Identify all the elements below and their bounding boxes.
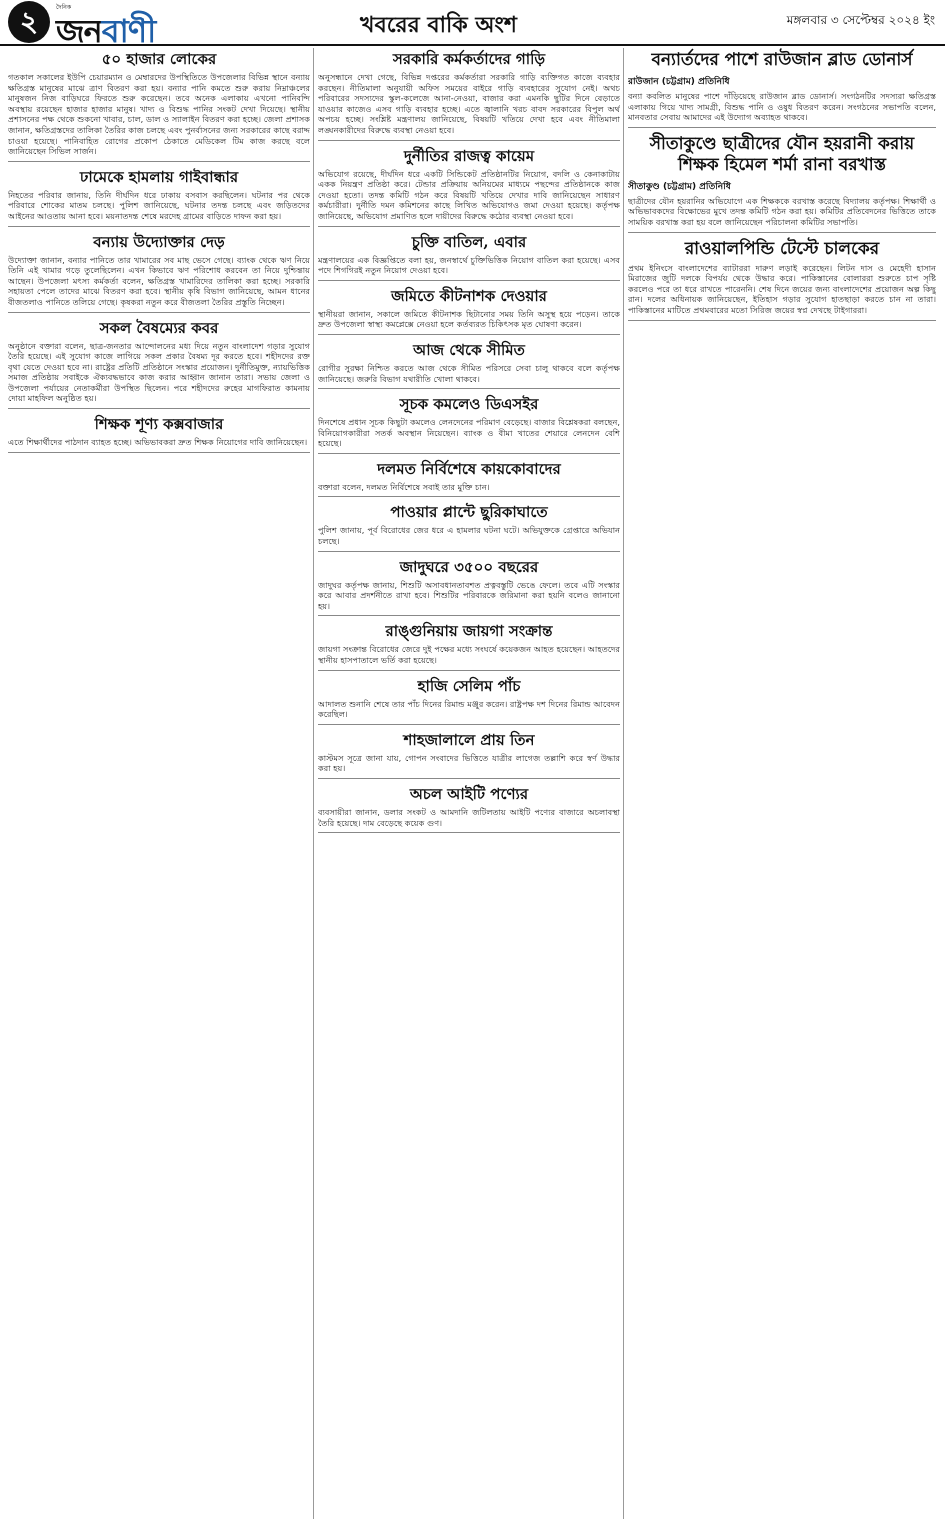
article-headline[interactable]: জমিতে কীটনাশক দেওয়ার [391, 286, 547, 305]
article-divider [318, 140, 620, 141]
article-body: প্রথম ইনিংসে বাংলাদেশের ব্যাটাররা দারুণ লড়াই করেছেন। লিটন দাস ও মেহেদী হাসান মিরাজের জুটি দলকে বিপর্যয় থেকে উদ্ধার করে। পাকিস্তানের বোলাররা শুরুতে চাপ সৃষ্টি করলেও পরে তা ধরে রাখতে পারেননি। শেষ দিনে জয়ের জন্য বাংলাদেশের প্রয়োজন অল্প কিছু রান। দলের অধিনায়ক জানিয়েছেন, ইতিহাস গড়ার সুযোগ হাতছাড়া করতে চান না তারা। পাকিস্তানের মাটিতে প্রথমবারের মতো সিরিজ জয়ের স্বপ্ন দেখছে টাইগাররা। [628, 262, 936, 315]
article [318, 341, 620, 389]
article-body: অনুসন্ধানে দেখা গেছে, বিভিন্ন দপ্তরের কর্মকর্তারা সরকারি গাড়ি ব্যক্তিগত কাজে ব্যবহার করছেন। নীতিমালা অনুযায়ী অফিস সময়ের বাইরে গাড়ি ব্যবহারের সুযোগ নেই। অথচ পরিবারের সদস্যদের স্কুল-কলেজে আনা-নেওয়া, বাজার করা এমনকি ছুটির দিনে বেড়াতে যাওয়ার কাজেও এসব গাড়ি ব্যবহার হচ্ছে। এতে জ্বালানি খরচ বাবদ সরকারের বিপুল অর্থ অপচয় হচ্ছে। সংশ্লিষ্ট মন্ত্রণালয় জানিয়েছে, বিষয়টি খতিয়ে দেখা হবে এবং নীতিমালা লঙ্ঘনকারীদের বিরুদ্ধে ব্যবস্থা নেওয়া হবে। [318, 72, 620, 135]
article-body: এতে শিক্ষার্থীদের পাঠদান ব্যাহত হচ্ছে। অভিভাবকরা দ্রুত শিক্ষক নিয়োগের দাবি জানিয়েছেন। [8, 437, 308, 448]
article-headline[interactable]: সীতাকুণ্ডে ছাত্রীদের যৌন হয়রানী করায় শিক্ষক হিমেল শর্মা রানা বরখাস্ত [649, 133, 915, 175]
article-body: নিহতের পরিবার জানায়, তিনি দীর্ঘদিন ধরে ঢাকায় বসবাস করছিলেন। ঘটনার পর থেকে পরিবারে শোকের মাতম চলছে। পুলিশ জানিয়েছে, ঘটনার তদন্ত চলছে এবং জড়িতদের আইনের আওতায় আনা হবে। ময়নাতদন্ত শেষে মরদেহ গ্রামের বাড়িতে দাফন করা হয়। [8, 189, 310, 221]
article-headline[interactable]: রাঙ্গুনিয়ায় জায়গা সংক্রান্ত [385, 622, 553, 641]
article-byline: সীতাকুণ্ড (চট্টগ্রাম) প্রতিনিধি [628, 181, 731, 192]
article [628, 239, 936, 321]
article-body: অনুষ্ঠানে বক্তারা বলেন, ছাত্র-জনতার আন্দোলনের মধ্য দিয়ে নতুন বাংলাদেশ গড়ার সুযোগ তৈরি হয়েছে। এই সুযোগ কাজে লাগিয়ে সকল প্রকার বৈষম্য দূর করতে হবে। শহীদদের রক্ত বৃথা যেতে দেওয়া হবে না। রাষ্ট্রের প্রতিটি প্রতিষ্ঠানে সংস্কার প্রয়োজন। দুর্নীতিমুক্ত, ন্যায়ভিত্তিক সমাজ প্রতিষ্ঠায় সবাইকে ঐক্যবদ্ধভাবে কাজ করার আহ্বান জানান তারা। সভায় জেলা ও উপজেলা পর্যায়ের নেতাকর্মীরা উপস্থিত ছিলেন। পরে শহীদদের রুহের মাগফিরাত কামনায় দোয়া মাহফিল অনুষ্ঠিত হয়। [8, 340, 310, 404]
article-headline[interactable]: বন্যায় উদ্যোক্তার দেড় [93, 232, 225, 251]
article-divider [8, 312, 310, 313]
article-body: ব্যবসায়ীরা জানান, ডলার সংকট ও আমদানি জটিলতায় আইটি পণ্যের বাজারে অচলাবস্থা তৈরি হয়েছে। দাম বেড়েছে কয়েক গুণ। [318, 807, 620, 828]
article-headline[interactable]: ৫০ হাজার লোকের [101, 50, 217, 68]
article-divider [8, 226, 310, 227]
article-divider [318, 453, 620, 454]
article-divider [318, 724, 620, 725]
article [318, 558, 620, 617]
article [8, 319, 310, 410]
article [628, 50, 936, 128]
article-divider [318, 334, 620, 335]
article-divider [318, 778, 620, 779]
article-body: আদালত শুনানি শেষে তার পাঁচ দিনের রিমান্ড মঞ্জুর করেন। রাষ্ট্রপক্ষ দশ দিনের রিমান্ড আবেদন করেছিল। [318, 698, 620, 720]
article [318, 287, 620, 335]
article [318, 147, 620, 227]
logo-tagline: দৈনিক [56, 4, 72, 11]
article [8, 50, 310, 162]
article-body: দিনশেষে প্রধান সূচক কিছুটা কমলেও লেনদেনের পরিমাণ বেড়েছে। বাজার বিশ্লেষকরা বলছেন, বিনিয়োগকারীরা সতর্ক অবস্থান নিয়েছেন। ব্যাংক ও বীমা খাতের শেয়ারে লেনদেন বেশি হয়েছে। [318, 417, 620, 449]
article [628, 134, 936, 233]
article [318, 731, 620, 779]
column-2 [318, 48, 620, 1519]
article [318, 622, 620, 670]
article-body: স্থানীয়রা জানান, সকালে জমিতে কীটনাশক ছিটানোর সময় তিনি অসুস্থ হয়ে পড়েন। তাকে দ্রুত উপজেলা স্বাস্থ্য কমপ্লেক্সে নেওয়া হলে কর্তব্যরত চিকিৎসক মৃত ঘোষণা করেন। [318, 308, 620, 330]
article-headline[interactable]: অচল আইটি পণ্যের [409, 785, 529, 803]
article [318, 233, 620, 281]
article-body: বন্যা কবলিত মানুষের পাশে দাঁড়িয়েছে রাউজান ব্লাড ডোনার্স। সংগঠনটির সদস্যরা ক্ষতিগ্রস্ত এলাকায় গিয়ে খাদ্য সামগ্রী, বিশুদ্ধ পানি ও ওষুধ বিতরণ করেন। সংগঠনের সভাপতি বলেন, মানবতার সেবায় আমাদের এই উদ্যোগ অব্যাহত থাকবে। [628, 91, 936, 123]
article [318, 677, 620, 725]
article-body: গতকাল সকালের ইউপি চেয়ারম্যান ও মেম্বারদের উপস্থিতিতে উপজেলার বিভিন্ন স্থানে বন্যায় ক্ষতিগ্রস্ত মানুষের মাঝে ত্রাণ বিতরণ করা হয়। বন্যার পানি কমতে শুরু করায় নিম্নাঞ্চলের মানুষজন নিজ বাড়িঘরে ফিরতে শুরু করেছেন। তবে অনেক এলাকায় এখনো পানিবন্দি অবস্থায় রয়েছেন হাজার হাজার মানুষ। খাদ্য ও বিশুদ্ধ পানির সংকট দেখা দিয়েছে। স্থানীয় প্রশাসনের পক্ষ থেকে শুকনো খাবার, চাল, ডাল ও স্যালাইন বিতরণ করা হচ্ছে। জেলা প্রশাসক জানান, ক্ষতিগ্রস্তদের তালিকা তৈরির কাজ চলছে এবং পুনর্বাসনের জন্য সরকারের কাছে বরাদ্দ চাওয়া হয়েছে। পানিবাহিত রোগের প্রকোপ ঠেকাতে মেডিকেল টিম কাজ করছে বলে জানিয়েছেন সিভিল সার্জন। [8, 72, 310, 157]
column-3 [628, 48, 936, 1519]
section-title: খবরের বাকি অংশ [360, 12, 517, 38]
article-divider [318, 388, 620, 389]
article [8, 233, 310, 313]
article [318, 503, 620, 551]
article-headline[interactable]: রাওয়ালপিন্ডি টেস্টে চালকের [684, 238, 880, 259]
article-divider [8, 408, 310, 409]
article-headline[interactable]: ঢামেকে হামলায় গাইবান্ধার [79, 167, 239, 186]
article-headline[interactable]: বন্যার্তদের পাশে রাউজান ব্লাড ডোনার্স [651, 50, 913, 70]
article [318, 395, 620, 454]
article-headline[interactable]: হাজি সেলিম পাঁচ [417, 676, 521, 695]
article-body: জাদুঘর কর্তৃপক্ষ জানায়, শিশুটি অসাবধানতাবশত প্রত্নবস্তুটি ভেঙে ফেলে। তবে এটি সংস্কার করে আবার প্রদর্শনীতে রাখা হবে। শিশুটির পরিবারকে জরিমানা করা হয়নি বলেও জানানো হয়। [318, 579, 620, 611]
article [8, 168, 310, 227]
article-body: পুলিশ জানায়, পূর্ব বিরোধের জের ধরে এ হামলার ঘটনা ঘটে। অভিযুক্তকে গ্রেপ্তারে অভিযান চলছে। [318, 525, 620, 547]
masthead [0, 0, 945, 50]
article-body: ছাত্রীদের যৌন হয়রানির অভিযোগে এক শিক্ষককে বরখাস্ত করেছে বিদ্যালয় কর্তৃপক্ষ। শিক্ষার্থী ও অভিভাবকদের বিক্ষোভের মুখে তদন্ত কমিটি গঠন করা হয়। কমিটির প্রতিবেদনের ভিত্তিতে তাকে সাময়িক বরখাস্ত করা হয় বলে জানিয়েছেন পরিচালনা কমিটির সভাপতি। [628, 195, 936, 227]
article-headline[interactable]: দলমত নির্বিশেষে কায়কোবাদের [377, 459, 561, 478]
article-body: জায়গা সংক্রান্ত বিরোধের জেরে দুই পক্ষের মধ্যে সংঘর্ষে কয়েকজন আহত হয়েছেন। আহতদের স্থানীয় হাসপাতালে ভর্তি করা হয়েছে। [318, 644, 620, 666]
article-byline: রাউজান (চট্টগ্রাম) প্রতিনিধি [628, 77, 730, 87]
article-body: রোগীর সুরক্ষা নিশ্চিত করতে আজ থেকে সীমিত পরিসরে সেবা চালু থাকবে বলে কর্তৃপক্ষ জানিয়েছে। জরুরি বিভাগ যথারীতি খোলা থাকবে। [318, 362, 620, 384]
article-headline[interactable]: চুক্তি বাতিল, এবার [411, 232, 527, 251]
logo-part-1: জন [56, 12, 102, 50]
article-body: অভিযোগ রয়েছে, দীর্ঘদিন ধরে একটি সিন্ডিকেট প্রতিষ্ঠানটির নিয়োগ, বদলি ও কেনাকাটায় একক নিয়ন্ত্রণ প্রতিষ্ঠা করে। টেন্ডার প্রক্রিয়ায় অনিয়মের মাধ্যমে পছন্দের প্রতিষ্ঠানকে কাজ দেওয়া হতো। তদন্ত কমিটি গঠন করে বিষয়টি খতিয়ে দেখার দাবি জানিয়েছেন সাধারণ কর্মচারীরা। দুর্নীতি দমন কমিশনের কাছে লিখিত অভিযোগও জমা দেওয়া হয়েছে। কর্তৃপক্ষ জানিয়েছে, অভিযোগ প্রমাণিত হলে দায়ীদের বিরুদ্ধে কঠোর ব্যবস্থা নেওয়া হবে। [318, 168, 620, 221]
logo-part-2: বাণী [101, 12, 156, 50]
article-headline[interactable]: সকল বৈষম্যের কবর [99, 318, 219, 337]
article-divider [8, 161, 310, 162]
article-divider [318, 496, 620, 497]
column-divider [313, 48, 314, 1519]
article [318, 50, 620, 141]
article-body: কাস্টমস সূত্রে জানা যায়, গোপন সংবাদের ভিত্তিতে যাত্রীর লাগেজ তল্লাশি করে স্বর্ণ উদ্ধার করা হয়। [318, 752, 620, 774]
article [318, 460, 620, 498]
article-divider [318, 280, 620, 281]
article-divider [628, 127, 936, 128]
article-headline[interactable]: সূচক কমলেও ডিএসইর [399, 395, 539, 414]
article-divider [318, 551, 620, 552]
article-headline[interactable]: পাওয়ার প্লান্টে ছুরিকাঘাতে [390, 503, 548, 522]
article-body: মন্ত্রণালয়ের এক বিজ্ঞপ্তিতে বলা হয়, জনস্বার্থে চুক্তিভিত্তিক নিয়োগ বাতিল করা হয়েছে। এসব পদে শিগগিরই নতুন নিয়োগ দেওয়া হবে। [318, 254, 620, 276]
article-divider [628, 320, 936, 321]
article [8, 415, 310, 453]
article-divider [318, 615, 620, 616]
article-divider [318, 832, 620, 833]
article [318, 785, 620, 833]
article-headline[interactable]: শিক্ষক শূণ্য কক্সবাজার [94, 415, 224, 434]
article-headline[interactable]: সরকারি কর্মকর্তাদের গাড়ি [392, 50, 546, 68]
article-headline[interactable]: আজ থেকে সীমিত [413, 340, 525, 359]
article-divider [628, 232, 936, 233]
dateline: মঙ্গলবার ৩ সেপ্টেম্বর ২০২৪ ইং [786, 13, 935, 27]
article-divider [318, 226, 620, 227]
article-headline[interactable]: শাহজালালে প্রায় তিন [403, 730, 535, 749]
column-1 [8, 48, 310, 1519]
page-number: ২ [8, 1, 50, 43]
article-divider [8, 452, 310, 453]
article-divider [318, 670, 620, 671]
article-headline[interactable]: দুর্নীতির রাজত্ব কায়েম [403, 146, 535, 165]
article-headline[interactable]: জাদুঘরে ৩৫০০ বছরের [399, 557, 539, 576]
column-divider [623, 48, 624, 1519]
article-body: উদ্যোক্তা জানান, বন্যার পানিতে তার খামারের সব মাছ ভেসে গেছে। ব্যাংক থেকে ঋণ নিয়ে তিনি এই খামার গড়ে তুলেছিলেন। এখন কিভাবে ঋণ পরিশোধ করবেন তা নিয়ে দুশ্চিন্তায় আছেন। উপজেলা মৎস্য কর্মকর্তা বলেন, ক্ষতিগ্রস্ত খামারিদের তালিকা করা হচ্ছে। সরকারি সহায়তা পেলে তাদের মাঝে বিতরণ করা হবে। স্থানীয় কৃষি বিভাগ জানিয়েছে, আমন ধানের বীজতলাও পানিতে তলিয়ে গেছে। কৃষকরা নতুন করে বীজতলা তৈরির প্রস্তুতি নিচ্ছেন। [8, 254, 310, 307]
article-body: বক্তারা বলেন, দলমত নির্বিশেষে সবাই তার মুক্তি চান। [318, 481, 490, 492]
